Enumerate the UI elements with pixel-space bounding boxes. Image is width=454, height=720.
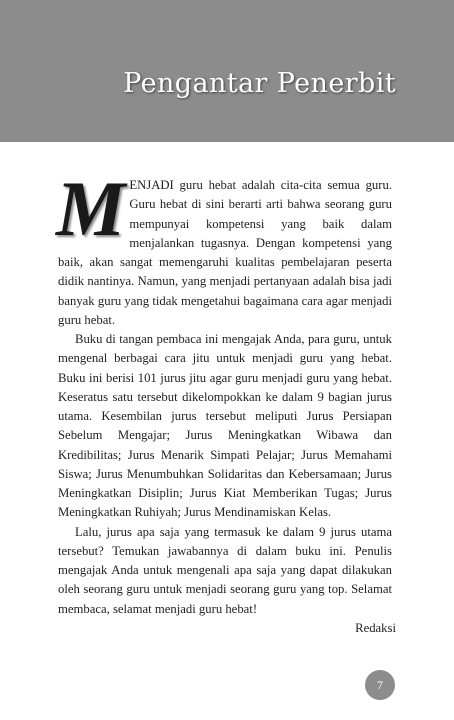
body-text xyxy=(56,165,392,619)
paragraph-1 xyxy=(56,165,392,330)
paragraph-2: Buku di tangan pembaca ini mengajak Anda, para guru, untuk mengenal berbagai cara jitu untuk menjadi guru yang hebat. Buku ini berisi 101 jurus jitu agar guru menjadi guru yang hebat. Keseratus satu tersebut dikelompokkan ke dalam 9 bagian jurus utama. Kesembilan jurus tersebut meliputi Jurus Persiapan Sebelum Mengajar; Jurus Meningkatkan Wibawa dan Kredibilitas; Jurus Menarik Simpati Pelajar; Jurus Memahami Siswa; Jurus Menumbuhkan Solidaritas dan Kebersamaan; Jurus Meningkatkan Disiplin; Jurus Kiat Memberikan Tugas; Jurus Meningkatkan Ruhiyah; Jurus Mendinamiskan Kelas. xyxy=(58,332,392,520)
drop-cap: M xyxy=(56,165,126,252)
paragraph-3: Lalu, jurus apa saja yang termasuk ke dalam 9 jurus utama tersebut? Temukan jawabannya di dalam buku ini. Penulis mengajak Anda untuk mengenali apa saja yang dapat dilakukan oleh seorang guru untuk menjadi seorang guru yang top. Selamat membaca, selamat menjadi guru hebat! xyxy=(58,524,392,616)
paragraph-1-text: ENJADI guru hebat adalah cita-cita semua guru. Guru hebat di sini berarti arti bahwa seorang guru mempunyai kompetensi yang baik dalam menjalankan tugasnya. Dengan kompetensi yang baik, akan sangat memengaruhi kualitas pembelajaran peserta didik nantinya. Namun, yang menjadi pertanyaan adalah bisa jadi banyak guru yang tidak mengetahui bagaimana cara agar menjadi guru hebat. xyxy=(58,178,392,327)
chapter-header-band xyxy=(0,0,454,142)
page-number-badge xyxy=(365,670,395,700)
signature: Redaksi xyxy=(355,621,396,635)
chapter-title: Pengantar Penerbit xyxy=(123,68,396,99)
page-number: 7 xyxy=(377,677,383,692)
